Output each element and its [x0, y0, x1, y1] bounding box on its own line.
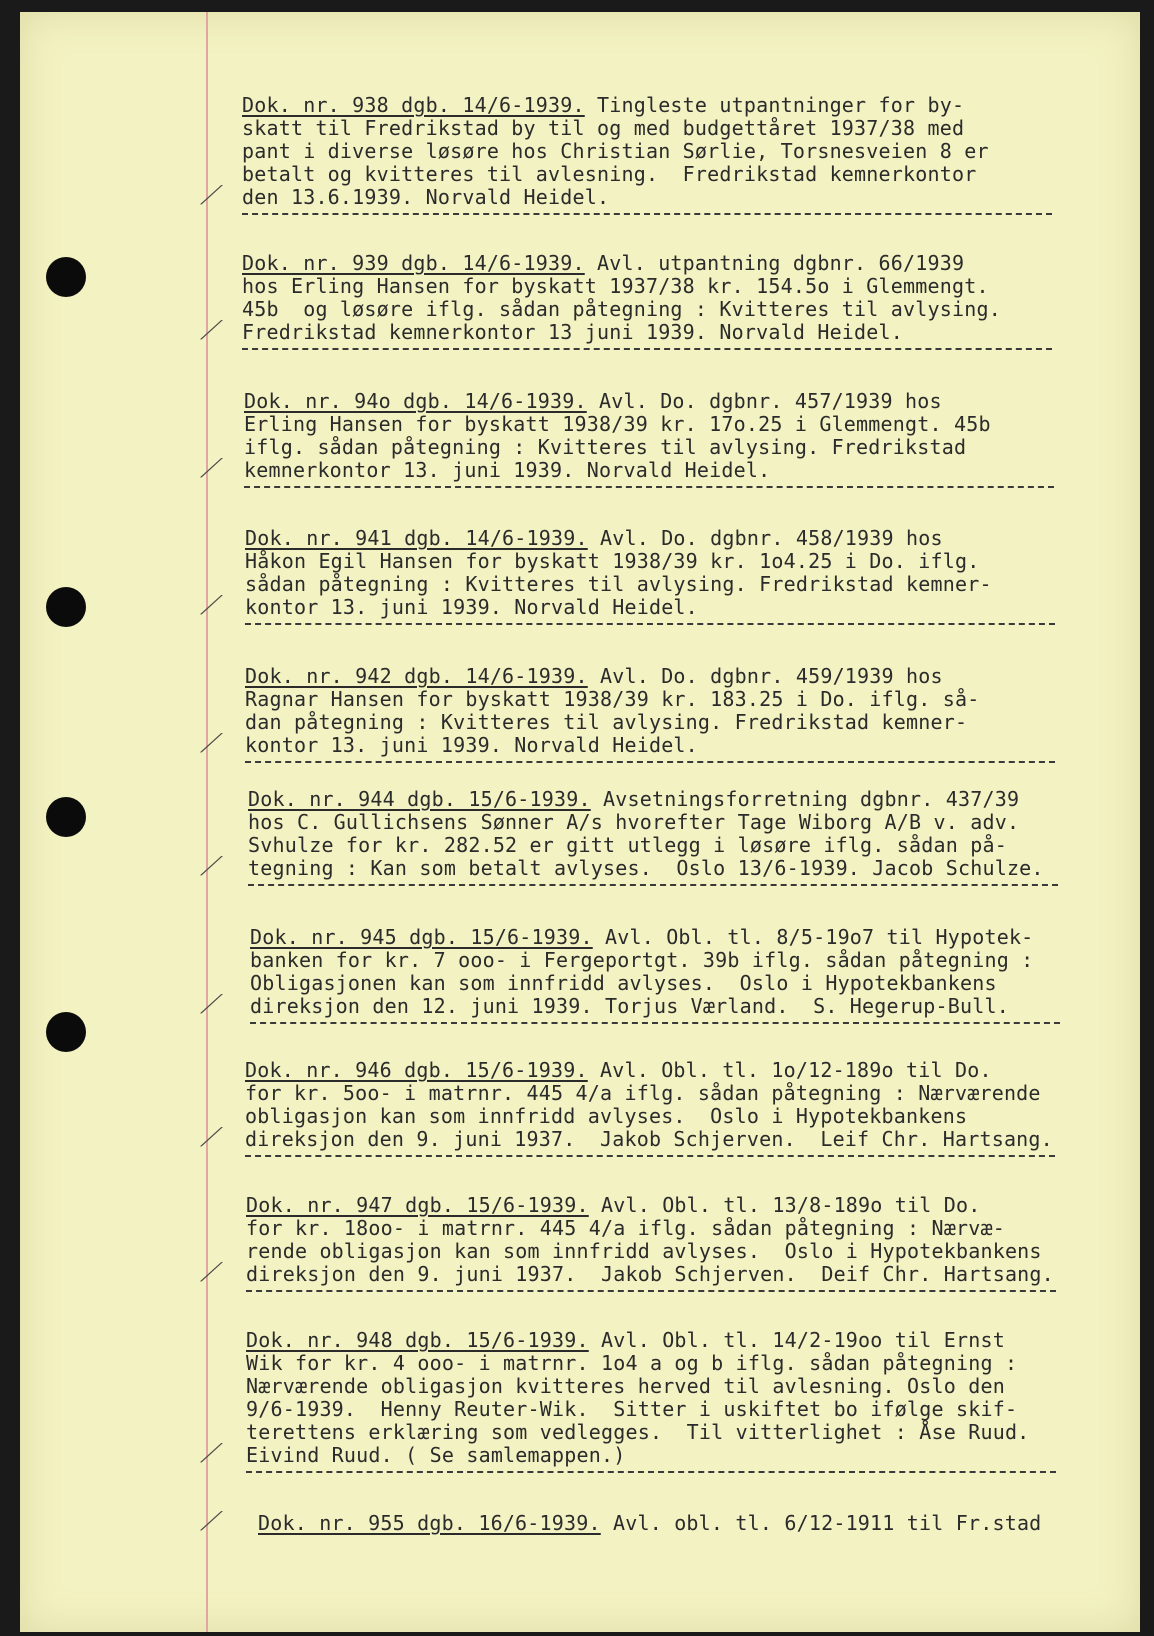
entry-line [244, 390, 1124, 413]
entry-line [242, 94, 1122, 117]
document-entry [245, 665, 1125, 763]
entry-heading: Dok. nr. 939 dgb. 14/6-1939. [242, 251, 585, 275]
entry-line: den 13.6.1939. Norvald Heidel. [242, 185, 610, 209]
entry-heading: Dok. nr. 938 dgb. 14/6-1939. [242, 93, 585, 117]
entry-line: Ragnar Hansen for byskatt 1938/39 kr. 183.25 i Do. iflg. så- [245, 687, 980, 711]
entry-text: Avl. obl. tl. 6/12-1911 til Fr.stad [600, 1511, 1042, 1535]
dashed-separator [242, 348, 1052, 350]
dashed-separator [245, 623, 1055, 625]
entry-line: obligasjon kan som innfridd avlyses. Oslo i Hypotekbankens [245, 1104, 968, 1128]
entry-text: Avl. Obl. tl. 13/8-189o til Do. [588, 1193, 981, 1217]
entry-text: Avl. Do. dgbnr. 459/1939 hos [587, 664, 943, 688]
entry-line: Svhulze for kr. 282.52 er gitt utlegg i løsøre iflg. sådan på- [248, 833, 1007, 857]
margin-handwriting-mark: ⟋ [200, 181, 219, 211]
document-entry [248, 788, 1128, 886]
dashed-separator [242, 213, 1052, 215]
margin-handwriting-mark: ⟋ [200, 1258, 219, 1288]
entry-line: 9/6-1939. Henny Reuter-Wik. Sitter i uskiftet bo ifølge skif- [246, 1397, 1018, 1421]
entry-line: terettens erklæring som vedlegges. Til vitterlighet : Åse Ruud. [246, 1420, 1030, 1444]
margin-handwriting-mark: ⟋ [200, 316, 219, 346]
entry-line: dan påtegning : Kvitteres til avlysing. Fredrikstad kemner- [245, 710, 968, 734]
entry-line: for kr. 18oo- i matrnr. 445 4/a iflg. sådan påtegning : Nærvæ- [246, 1216, 1005, 1240]
entry-line: direksjon den 9. juni 1937. Jakob Schjerven. Deif Chr. Hartsang. [246, 1262, 1054, 1286]
entry-text: Avl. Obl. tl. 8/5-19o7 til Hypotek- [592, 925, 1034, 949]
dashed-separator [245, 761, 1055, 763]
dashed-separator [250, 1022, 1060, 1024]
entry-heading: Dok. nr. 941 dgb. 14/6-1939. [245, 526, 588, 550]
dashed-separator [246, 1290, 1056, 1292]
entry-line: banken for kr. 7 ooo- i Fergeportgt. 39b iflg. sådan påtegning : [250, 948, 1034, 972]
entry-line: kemnerkontor 13. juni 1939. Norvald Heidel. [244, 458, 771, 482]
dashed-separator [245, 1155, 1055, 1157]
entry-line [246, 1329, 1126, 1352]
entry-line: Eivind Ruud. ( Se samlemappen.) [246, 1443, 626, 1467]
entry-line: pant i diverse løsøre hos Christian Sørlie, Torsnesveien 8 er [242, 139, 989, 163]
entry-line: iflg. sådan påtegning : Kvitteres til avlysing. Fredrikstad [244, 435, 967, 459]
entry-text: Avl. Obl. tl. 14/2-19oo til Ernst [588, 1328, 1005, 1352]
entry-line: kontor 13. juni 1939. Norvald Heidel. [245, 595, 698, 619]
document-entry [245, 1059, 1125, 1157]
entry-line: for kr. 5oo- i matrnr. 445 4/a iflg. sådan påtegning : Nærværende [245, 1081, 1041, 1105]
entry-line: direksjon den 12. juni 1939. Torjus Værland. S. Hegerup-Bull. [250, 994, 1009, 1018]
entry-line: 45b og løsøre iflg. sådan påtegning : Kvitteres til avlysing. [242, 297, 1001, 321]
entry-line: rende obligasjon kan som innfridd avlyses. Oslo i Hypotekbankens [246, 1239, 1042, 1263]
entry-line: direksjon den 9. juni 1937. Jakob Schjerven. Leif Chr. Hartsang. [245, 1127, 1053, 1151]
document-entry [244, 390, 1124, 488]
margin-handwriting-mark: ⟋ [200, 1439, 219, 1469]
document-entry [245, 527, 1125, 625]
entry-line [245, 1059, 1125, 1082]
entry-line [250, 926, 1130, 949]
entry-line: hos C. Gullichsens Sønner A/s hvorefter Tage Wiborg A/B v. adv. [248, 810, 1020, 834]
entry-line [258, 1512, 1138, 1535]
entry-line: Erling Hansen for byskatt 1938/39 kr. 17o.25 i Glemmengt. 45b [244, 412, 991, 436]
entry-text: Avl. Obl. tl. 1o/12-189o til Do. [587, 1058, 992, 1082]
entry-text: Avsetningsforretning dgbnr. 437/39 [590, 787, 1020, 811]
entry-line [245, 527, 1125, 550]
document-entry [242, 94, 1122, 215]
entry-line: Fredrikstad kemnerkontor 13 juni 1939. Norvald Heidel. [242, 320, 904, 344]
entry-line [248, 788, 1128, 811]
margin-handwriting-mark: ⟋ [200, 454, 219, 484]
dashed-separator [246, 1471, 1056, 1473]
entry-text: Avl. utpantning dgbnr. 66/1939 [584, 251, 965, 275]
margin-handwriting-mark: ⟋ [200, 1507, 219, 1537]
entry-line: hos Erling Hansen for byskatt 1937/38 kr. 154.5o i Glemmengt. [242, 274, 989, 298]
margin-handwriting-mark: ⟋ [200, 990, 219, 1020]
entry-heading: Dok. nr. 946 dgb. 15/6-1939. [245, 1058, 588, 1082]
document-entry [242, 252, 1122, 350]
margin-handwriting-mark: ⟋ [200, 1123, 219, 1153]
margin-handwriting-mark: ⟋ [200, 852, 219, 882]
entry-line [245, 665, 1125, 688]
entry-heading: Dok. nr. 955 dgb. 16/6-1939. [258, 1511, 601, 1535]
entry-line: Wik for kr. 4 ooo- i matrnr. 1o4 a og b iflg. sådan påtegning : [246, 1351, 1018, 1375]
document-entry [246, 1194, 1126, 1292]
entry-heading: Dok. nr. 945 dgb. 15/6-1939. [250, 925, 593, 949]
dashed-separator [248, 884, 1058, 886]
entry-line: kontor 13. juni 1939. Norvald Heidel. [245, 733, 698, 757]
entry-text: Avl. Do. dgbnr. 458/1939 hos [587, 526, 943, 550]
entry-text: Tingleste utpantninger for by- [584, 93, 965, 117]
entries-list [20, 12, 1140, 1632]
document-entry [258, 1512, 1138, 1535]
entry-line [246, 1194, 1126, 1217]
entry-line: sådan påtegning : Kvitteres til avlysing. Fredrikstad kemner- [245, 572, 992, 596]
entry-heading: Dok. nr. 948 dgb. 15/6-1939. [246, 1328, 589, 1352]
dashed-separator [244, 486, 1054, 488]
entry-heading: Dok. nr. 947 dgb. 15/6-1939. [246, 1193, 589, 1217]
entry-heading: Dok. nr. 944 dgb. 15/6-1939. [248, 787, 591, 811]
entry-heading: Dok. nr. 94o dgb. 14/6-1939. [244, 389, 587, 413]
document-entry [246, 1329, 1126, 1473]
document-entry [250, 926, 1130, 1024]
entry-line: Obligasjonen kan som innfridd avlyses. Oslo i Hypotekbankens [250, 971, 997, 995]
entry-text: Avl. Do. dgbnr. 457/1939 hos [586, 389, 942, 413]
entry-heading: Dok. nr. 942 dgb. 14/6-1939. [245, 664, 588, 688]
entry-line [242, 252, 1122, 275]
entry-line: betalt og kvitteres til avlesning. Fredrikstad kemnerkontor [242, 162, 977, 186]
entry-line: Nærværende obligasjon kvitteres herved til avlesning. Oslo den [246, 1374, 1005, 1398]
entry-line: Håkon Egil Hansen for byskatt 1938/39 kr. 1o4.25 i Do. iflg. [245, 549, 980, 573]
entry-line: tegning : Kan som betalt avlyses. Oslo 13/6-1939. Jacob Schulze. [248, 856, 1044, 880]
document-page [20, 12, 1140, 1632]
margin-handwriting-mark: ⟋ [200, 591, 219, 621]
entry-line: skatt til Fredrikstad by til og med budgettåret 1937/38 med [242, 116, 965, 140]
margin-handwriting-mark: ⟋ [200, 729, 219, 759]
